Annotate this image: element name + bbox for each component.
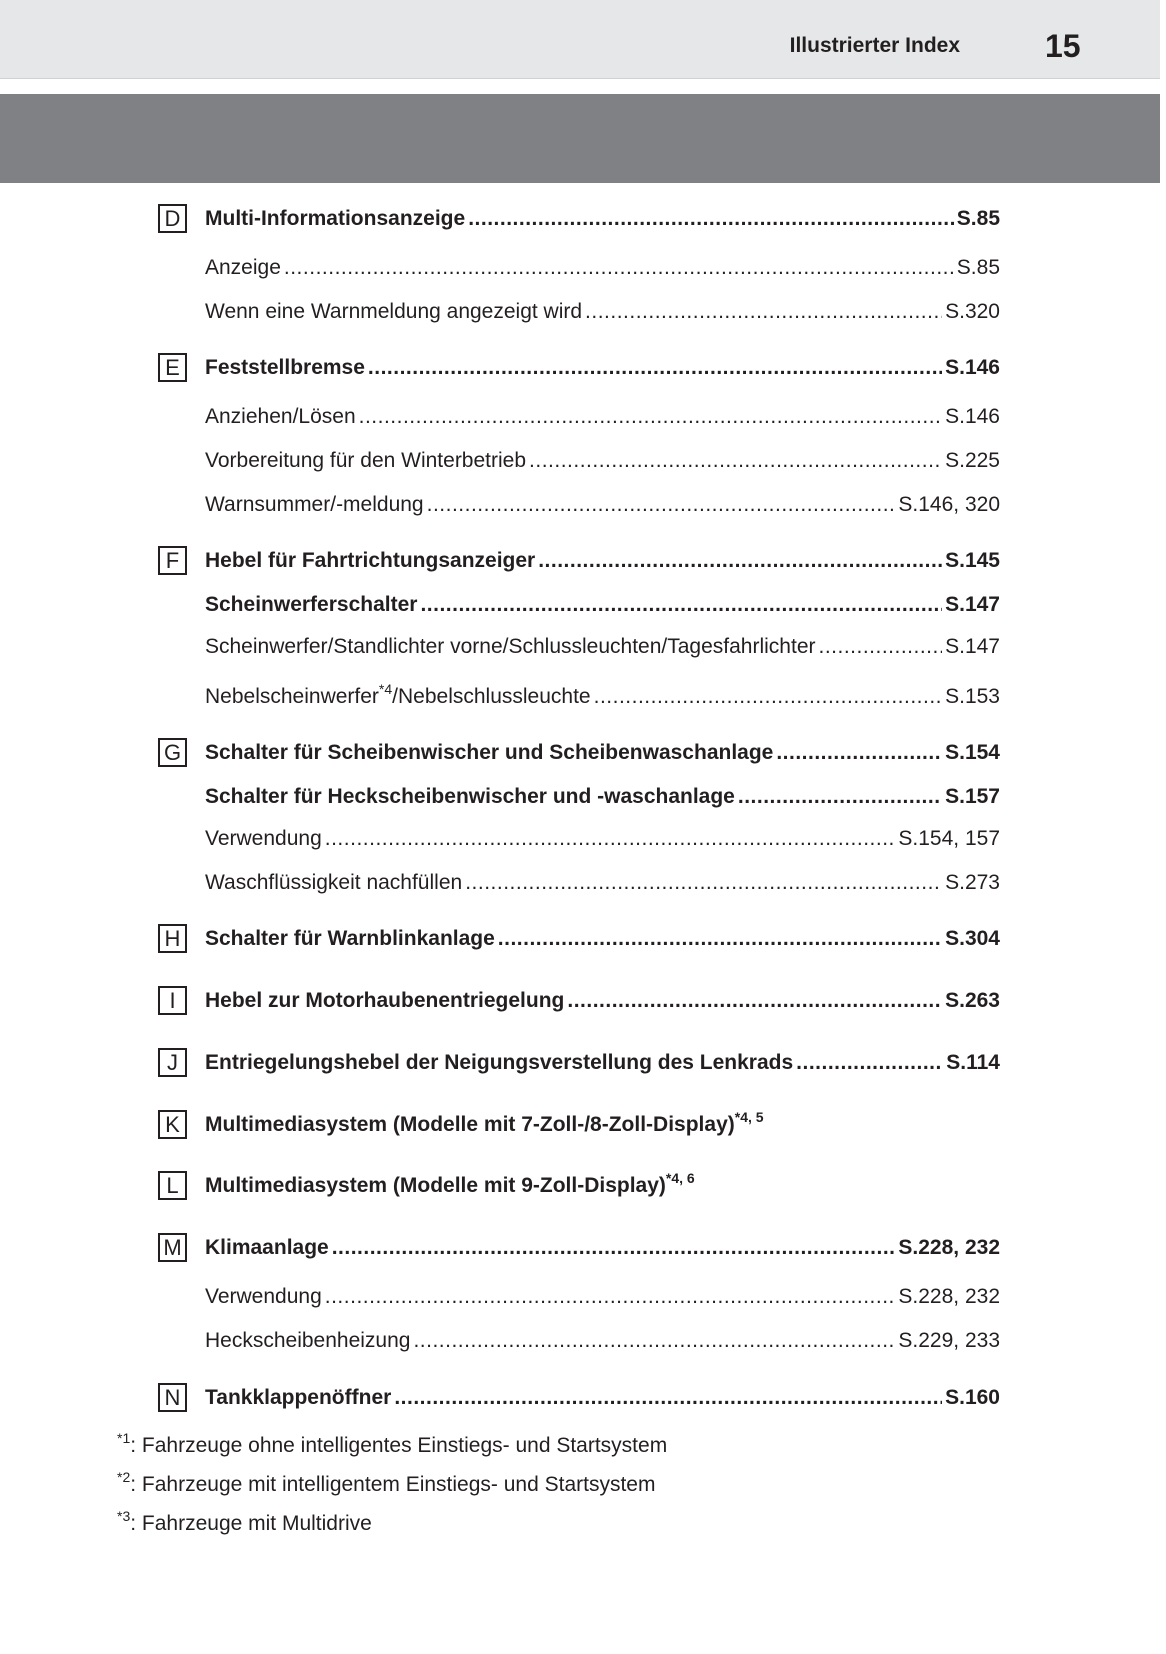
entry-page[interactable]: S.145 [945,549,1000,572]
section-letter-g: G [158,738,187,767]
dot-leader [468,202,954,236]
entry-text: Warnsummer/-meldung [205,493,424,516]
entry-text: Hebel für Fahrtrichtungsanzeiger [205,549,536,572]
section-letter-k: K [158,1110,187,1139]
section-letter-m: M [158,1233,187,1262]
index-entry[interactable] [205,544,1000,578]
dot-leader [776,736,942,770]
footnote [117,1509,372,1539]
dot-leader [567,984,942,1018]
index-entry[interactable] [205,736,1000,770]
entry-text: Multimediasystem (Modelle mit 9-Zoll-Display)$^{*4, 6}$ [205,1170,695,1197]
entry-text: Schalter für Heckscheibenwischer und -waschanlage [205,785,735,808]
page-number: 15 [1045,28,1081,64]
index-entry[interactable] [205,1324,1000,1358]
index-entry[interactable] [205,1381,1000,1415]
entry-page[interactable]: S.85 [956,256,1000,279]
dot-leader [420,588,942,622]
entry-page[interactable]: S.228, 232 [898,1236,1000,1259]
footnote-ref: *4, 5 [734,1109,764,1125]
entry-text: Scheinwerferschalter [205,593,418,616]
section-title: Illustrierter Index [789,34,960,57]
index-entry[interactable] [205,1280,1000,1314]
entry-text: Schalter für Scheibenwischer und Scheibenwaschanlage [205,741,774,764]
entry-text: Verwendung [205,1285,322,1308]
section-letter-i: I [158,986,187,1015]
header-band [0,0,1166,79]
entry-text: Heckscheibenheizung [205,1329,411,1352]
entry-text: Multi-Informationsanzeige [205,207,466,230]
entry-text: Waschflüssigkeit nachfüllen [205,871,463,894]
footnote [117,1470,655,1500]
entry-text: Multimediasystem (Modelle mit 7-Zoll-/8-Zoll-Display)$^{*4, 5}$ [205,1109,764,1136]
dot-leader [394,1381,942,1415]
entry-text: Wenn eine Warnmeldung angezeigt wird [205,300,583,323]
index-entry[interactable] [205,822,1000,856]
entry-text: Schalter für Warnblinkanlage [205,927,495,950]
footnote-mark: *1 [117,1430,131,1446]
footnote-mark: *2 [117,1469,131,1485]
section-letter-l: L [158,1171,187,1200]
index-entry[interactable] [205,922,1000,956]
index-entry[interactable] [205,400,1000,434]
index-entry[interactable] [205,202,1000,236]
entry-page[interactable]: S.153 [945,685,1000,708]
dot-leader [529,444,942,478]
index-entry[interactable] [205,1046,1000,1080]
entry-page[interactable]: S.146, 320 [898,493,1000,516]
entry-page[interactable]: S.225 [945,449,1000,472]
dot-leader [738,780,942,814]
index-entry[interactable] [205,1108,1000,1142]
entry-page[interactable]: S.147 [945,593,1000,616]
dot-leader [538,544,942,578]
entry-page[interactable]: S.146 [945,405,1000,428]
entry-page[interactable]: S.229, 233 [898,1329,1000,1352]
entry-text: Scheinwerfer/Standlichter vorne/Schlussleuchten/Tagesfahrlichter [205,635,816,658]
index-entry[interactable] [205,351,1000,385]
section-letter-d: D [158,204,187,233]
index-entry[interactable] [205,488,1000,522]
entry-text: Anziehen/Lösen [205,405,356,428]
entry-page[interactable]: S.146 [945,356,1000,379]
index-entry[interactable] [205,680,1000,714]
dot-leader [325,822,896,856]
dot-leader [796,1046,943,1080]
dot-leader [585,295,942,329]
entry-page[interactable]: S.228, 232 [898,1285,1000,1308]
entry-page[interactable]: S.320 [945,300,1000,323]
section-letter-n: N [158,1383,187,1412]
footnote-mark: *3 [117,1508,131,1524]
entry-page[interactable]: S.85 [956,207,1000,230]
entry-page[interactable]: S.263 [945,989,1000,1012]
footnote-text: : Fahrzeuge mit Multidrive [130,1512,372,1535]
section-letter-h: H [158,924,187,953]
index-entry[interactable] [205,295,1000,329]
index-entry[interactable] [205,984,1000,1018]
entry-text: Tankklappenöffner [205,1386,392,1409]
entry-text: Vorbereitung für den Winterbetrieb [205,449,527,472]
index-entry[interactable] [205,1169,1000,1203]
index-entry[interactable] [205,251,1000,285]
entry-page[interactable]: S.114 [946,1051,1000,1074]
dot-leader [465,866,942,900]
entry-text: Feststellbremse [205,356,365,379]
footnote-ref: *4, 6 [665,1170,695,1186]
section-letter-e: E [158,353,187,382]
dot-leader [498,922,942,956]
index-entry[interactable] [205,780,1000,814]
entry-text: Entriegelungshebel der Neigungsverstellung des Lenkrads [205,1051,794,1074]
entry-page[interactable]: S.304 [945,927,1000,950]
entry-page[interactable]: S.160 [945,1386,1000,1409]
entry-text: Nebelscheinwerfer$^{*4}$/Nebelschlussleuchte [205,681,591,708]
entry-text: Verwendung [205,827,322,850]
entry-text: Klimaanlage [205,1236,329,1259]
dot-leader [368,351,942,385]
section-letter-j: J [158,1048,187,1077]
entry-page[interactable]: S.154, 157 [898,827,1000,850]
dot-leader [359,400,942,434]
footnote-text: : Fahrzeuge mit intelligentem Einstiegs- und Startsystem [130,1473,656,1496]
entry-page[interactable]: S.157 [945,785,1000,808]
dot-leader [284,251,954,285]
dot-leader [413,1324,895,1358]
index-entry[interactable] [205,630,1000,664]
dark-header-bar [0,94,1166,183]
entry-page[interactable]: S.273 [945,871,1000,894]
index-entry[interactable] [205,1231,1000,1265]
entry-text: Anzeige [205,256,281,279]
footnote-ref: *4 [378,681,393,697]
dot-leader [325,1280,896,1314]
index-entry[interactable] [205,444,1000,478]
footnote-text: : Fahrzeuge ohne intelligentes Einstiegs- und Startsystem [130,1434,668,1457]
dot-leader [594,680,943,714]
dot-leader [332,1231,896,1265]
index-entry[interactable] [205,866,1000,900]
entry-page[interactable]: S.154 [945,741,1000,764]
footnote [117,1431,667,1461]
section-letter-f: F [158,546,187,575]
index-entry[interactable] [205,588,1000,622]
right-edge-strip [1160,0,1166,183]
dot-leader [427,488,896,522]
entry-text: Hebel zur Motorhaubenentriegelung [205,989,565,1012]
entry-page[interactable]: S.147 [945,635,1000,658]
dot-leader [819,630,943,664]
